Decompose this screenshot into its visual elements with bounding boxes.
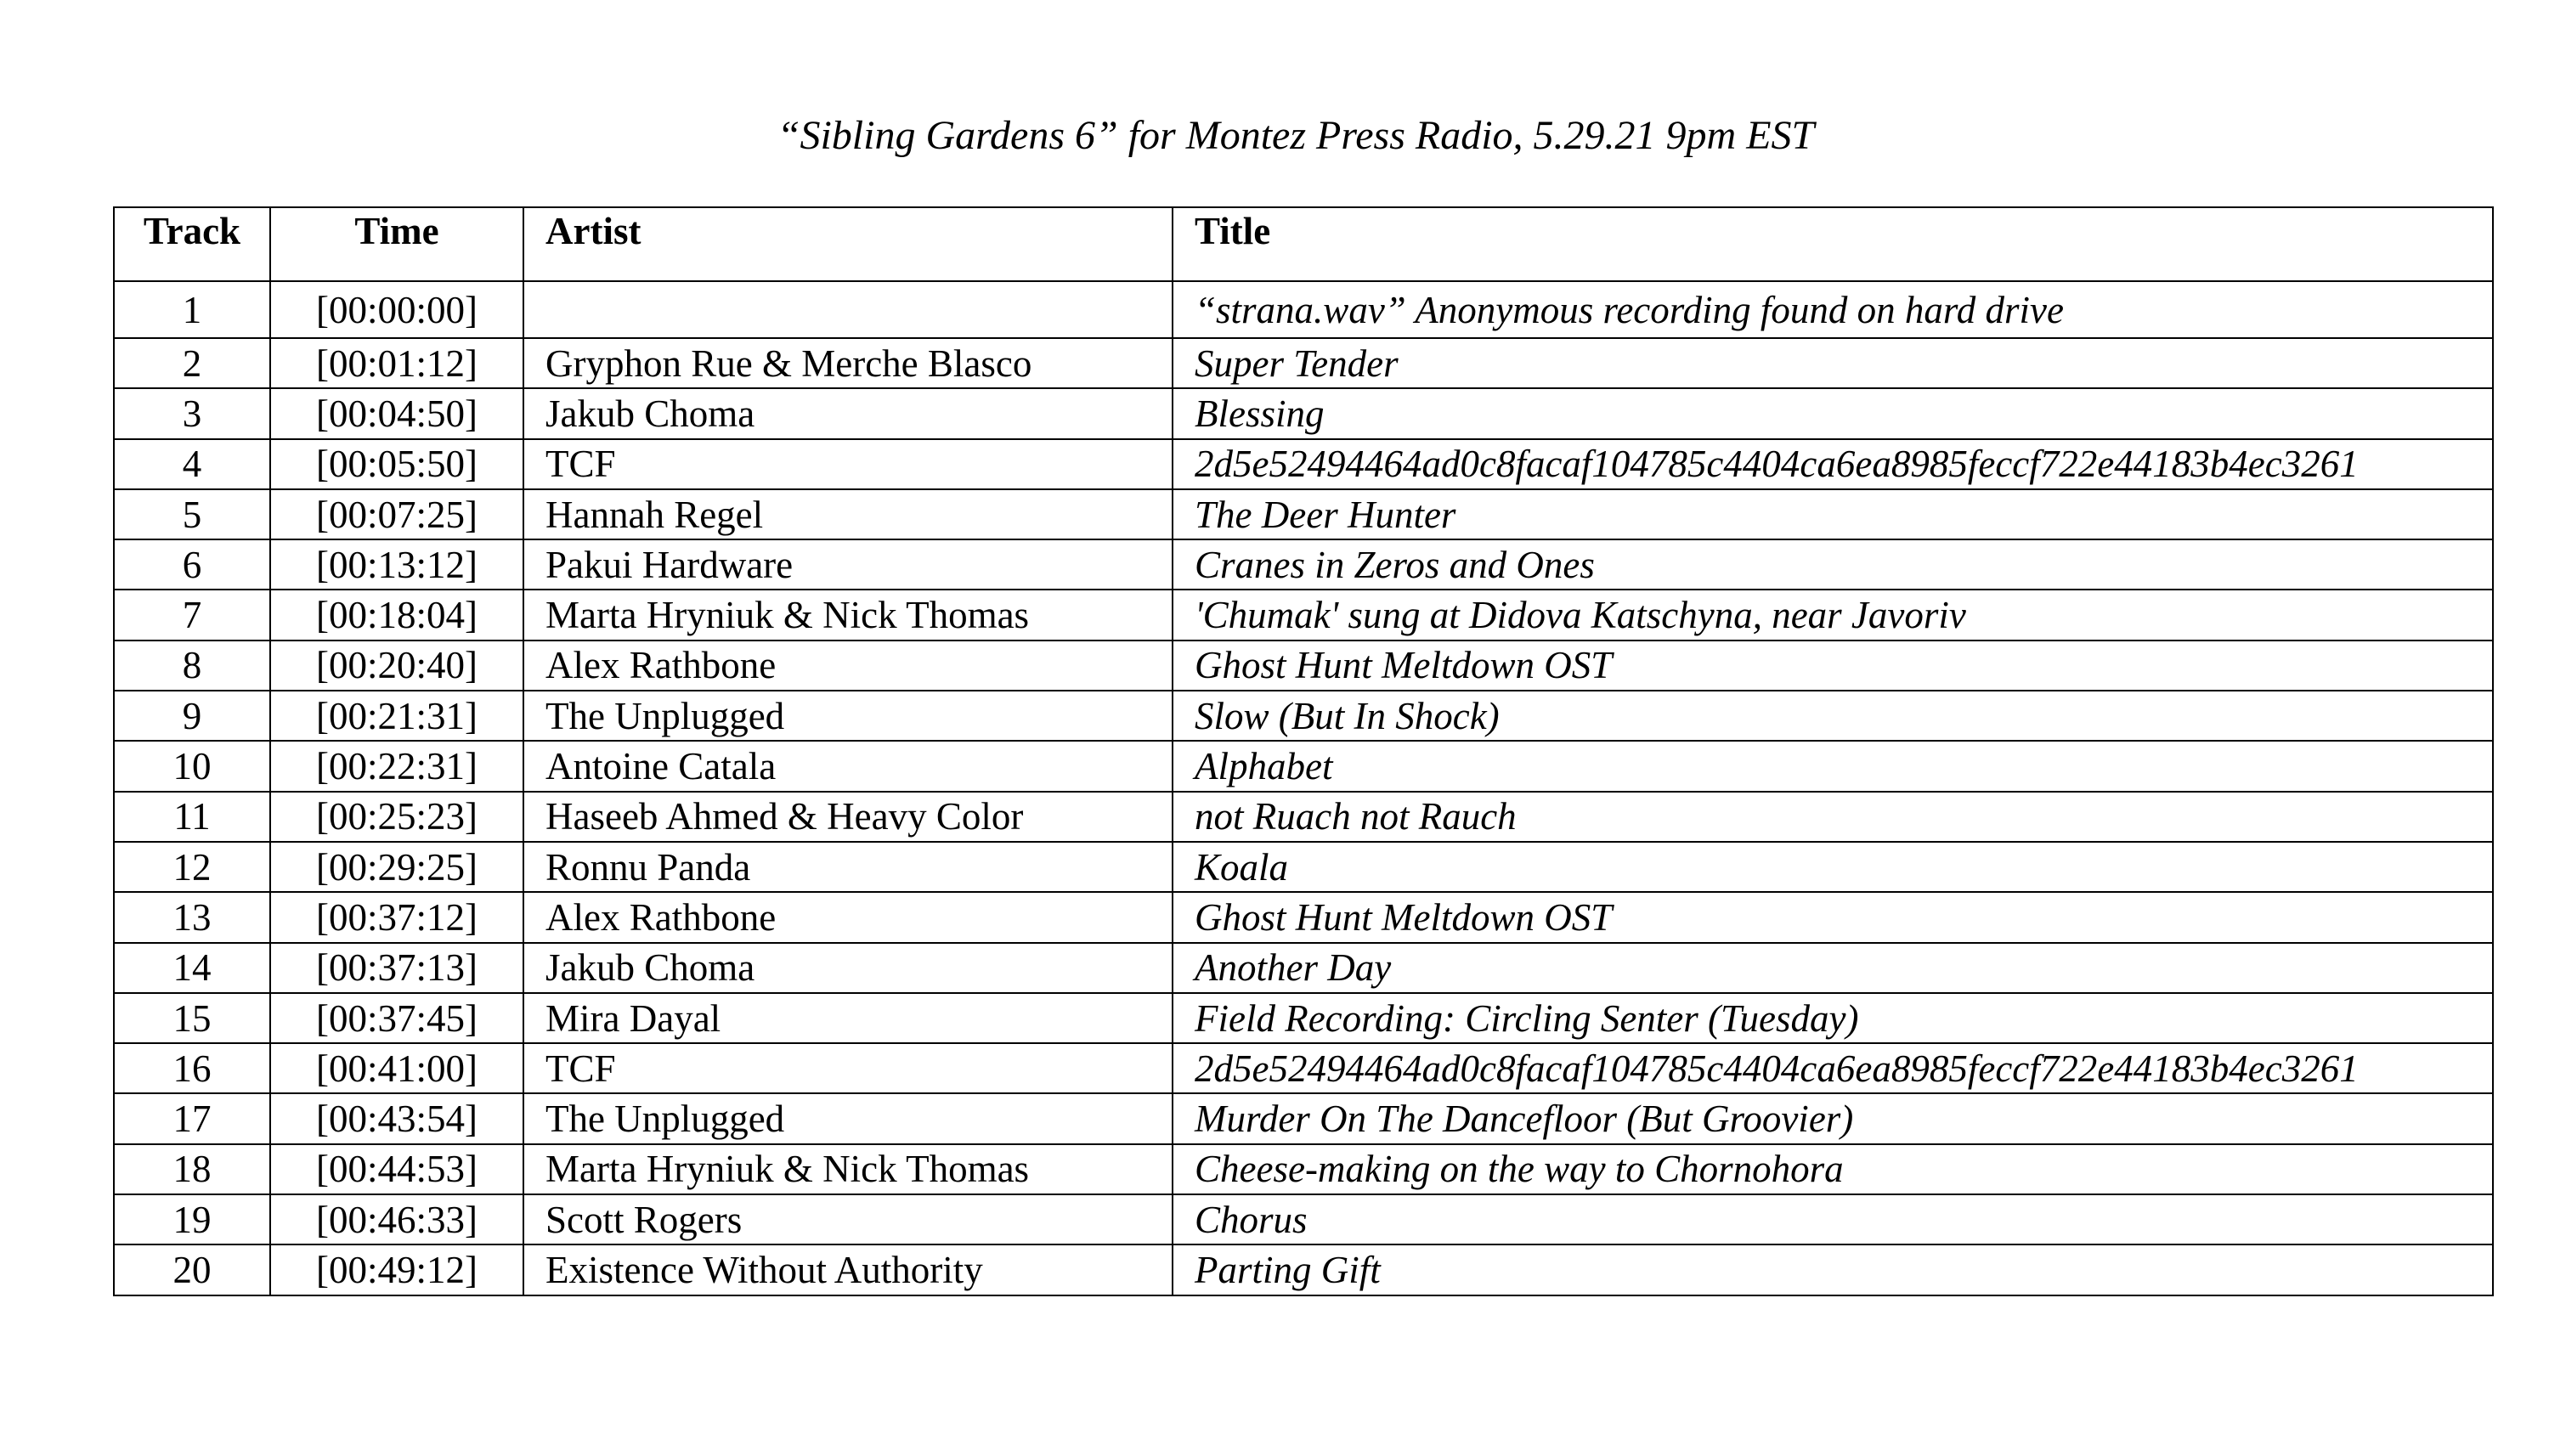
table-row — [114, 338, 2493, 388]
artist-cell: Jakub Choma — [523, 943, 1173, 993]
time-cell: [00:44:53] — [270, 1144, 523, 1194]
time-cell: [00:05:50] — [270, 439, 523, 489]
table-row — [114, 439, 2493, 489]
track-cell: 6 — [114, 539, 270, 590]
time-cell: [00:01:12] — [270, 338, 523, 388]
title-cell: 2d5e52494464ad0c8facaf104785c4404ca6ea8985feccf722e44183b4ec3261 — [1173, 1043, 2493, 1093]
table-row — [114, 641, 2493, 691]
artist-cell: Pakui Hardware — [523, 539, 1173, 590]
track-cell: 1 — [114, 281, 270, 338]
track-cell: 15 — [114, 993, 270, 1043]
track-cell: 3 — [114, 388, 270, 438]
table-row — [114, 539, 2493, 590]
table-row — [114, 1043, 2493, 1093]
time-cell: [00:49:12] — [270, 1244, 523, 1295]
artist-cell — [523, 281, 1173, 338]
table-row — [114, 691, 2493, 741]
title-cell: Field Recording: Circling Senter (Tuesday) — [1173, 993, 2493, 1043]
title-cell: Cranes in Zeros and Ones — [1173, 539, 2493, 590]
artist-cell: Mira Dayal — [523, 993, 1173, 1043]
table-header-row — [114, 207, 2493, 281]
header-track: Track — [114, 207, 270, 281]
header-time: Time — [270, 207, 523, 281]
header-artist: Artist — [523, 207, 1173, 281]
track-cell: 11 — [114, 792, 270, 842]
artist-cell: Ronnu Panda — [523, 842, 1173, 892]
title-cell: Koala — [1173, 842, 2493, 892]
table-row — [114, 1144, 2493, 1194]
title-cell: Ghost Hunt Meltdown OST — [1173, 641, 2493, 691]
table-row — [114, 741, 2493, 791]
artist-cell: Marta Hryniuk & Nick Thomas — [523, 1144, 1173, 1194]
artist-cell: Hannah Regel — [523, 489, 1173, 539]
table-row — [114, 1093, 2493, 1143]
title-cell: 'Chumak' sung at Didova Katschyna, near Javoriv — [1173, 590, 2493, 640]
time-cell: [00:00:00] — [270, 281, 523, 338]
artist-cell: Alex Rathbone — [523, 892, 1173, 942]
time-cell: [00:41:00] — [270, 1043, 523, 1093]
track-cell: 12 — [114, 842, 270, 892]
time-cell: [00:46:33] — [270, 1194, 523, 1244]
time-cell: [00:43:54] — [270, 1093, 523, 1143]
track-cell: 2 — [114, 338, 270, 388]
title-cell: Slow (But In Shock) — [1173, 691, 2493, 741]
artist-cell: Marta Hryniuk & Nick Thomas — [523, 590, 1173, 640]
track-cell: 14 — [114, 943, 270, 993]
track-cell: 18 — [114, 1144, 270, 1194]
artist-cell: The Unplugged — [523, 691, 1173, 741]
artist-cell: Gryphon Rue & Merche Blasco — [523, 338, 1173, 388]
time-cell: [00:13:12] — [270, 539, 523, 590]
table-row — [114, 590, 2493, 640]
track-cell: 4 — [114, 439, 270, 489]
time-cell: [00:37:13] — [270, 943, 523, 993]
title-cell: not Ruach not Rauch — [1173, 792, 2493, 842]
tracklist-body — [114, 281, 2493, 1295]
title-cell: “strana.wav” Anonymous recording found on hard drive — [1173, 281, 2493, 338]
title-cell: Another Day — [1173, 943, 2493, 993]
table-row — [114, 1244, 2493, 1295]
artist-cell: Haseeb Ahmed & Heavy Color — [523, 792, 1173, 842]
artist-cell: Scott Rogers — [523, 1194, 1173, 1244]
table-row — [114, 489, 2493, 539]
artist-cell: TCF — [523, 439, 1173, 489]
title-cell: Alphabet — [1173, 741, 2493, 791]
track-cell: 9 — [114, 691, 270, 741]
time-cell: [00:37:45] — [270, 993, 523, 1043]
track-cell: 20 — [114, 1244, 270, 1295]
artist-cell: TCF — [523, 1043, 1173, 1093]
table-row — [114, 1194, 2493, 1244]
time-cell: [00:04:50] — [270, 388, 523, 438]
track-cell: 8 — [114, 641, 270, 691]
title-cell: Parting Gift — [1173, 1244, 2493, 1295]
time-cell: [00:20:40] — [270, 641, 523, 691]
title-cell: Cheese-making on the way to Chornohora — [1173, 1144, 2493, 1194]
table-row — [114, 892, 2493, 942]
title-cell: Murder On The Dancefloor (But Groovier) — [1173, 1093, 2493, 1143]
title-cell: Super Tender — [1173, 338, 2493, 388]
artist-cell: Existence Without Authority — [523, 1244, 1173, 1295]
artist-cell: The Unplugged — [523, 1093, 1173, 1143]
table-row — [114, 842, 2493, 892]
title-cell: Chorus — [1173, 1194, 2493, 1244]
header-title: Title — [1173, 207, 2493, 281]
time-cell: [00:25:23] — [270, 792, 523, 842]
track-cell: 16 — [114, 1043, 270, 1093]
time-cell: [00:37:12] — [270, 892, 523, 942]
title-cell: 2d5e52494464ad0c8facaf104785c4404ca6ea8985feccf722e44183b4ec3261 — [1173, 439, 2493, 489]
track-cell: 5 — [114, 489, 270, 539]
table-row — [114, 388, 2493, 438]
title-cell: The Deer Hunter — [1173, 489, 2493, 539]
track-cell: 13 — [114, 892, 270, 942]
time-cell: [00:22:31] — [270, 741, 523, 791]
page-title: “Sibling Gardens 6” for Montez Press Radio, 5.29.21 9pm EST — [777, 113, 1815, 158]
table-row — [114, 943, 2493, 993]
artist-cell: Antoine Catala — [523, 741, 1173, 791]
table-row — [114, 281, 2493, 338]
tracklist-table — [113, 206, 2494, 1296]
title-cell: Blessing — [1173, 388, 2493, 438]
title-cell: Ghost Hunt Meltdown OST — [1173, 892, 2493, 942]
track-cell: 19 — [114, 1194, 270, 1244]
time-cell: [00:29:25] — [270, 842, 523, 892]
artist-cell: Alex Rathbone — [523, 641, 1173, 691]
track-cell: 10 — [114, 741, 270, 791]
track-cell: 7 — [114, 590, 270, 640]
time-cell: [00:07:25] — [270, 489, 523, 539]
time-cell: [00:21:31] — [270, 691, 523, 741]
track-cell: 17 — [114, 1093, 270, 1143]
table-row — [114, 993, 2493, 1043]
time-cell: [00:18:04] — [270, 590, 523, 640]
artist-cell: Jakub Choma — [523, 388, 1173, 438]
table-row — [114, 792, 2493, 842]
